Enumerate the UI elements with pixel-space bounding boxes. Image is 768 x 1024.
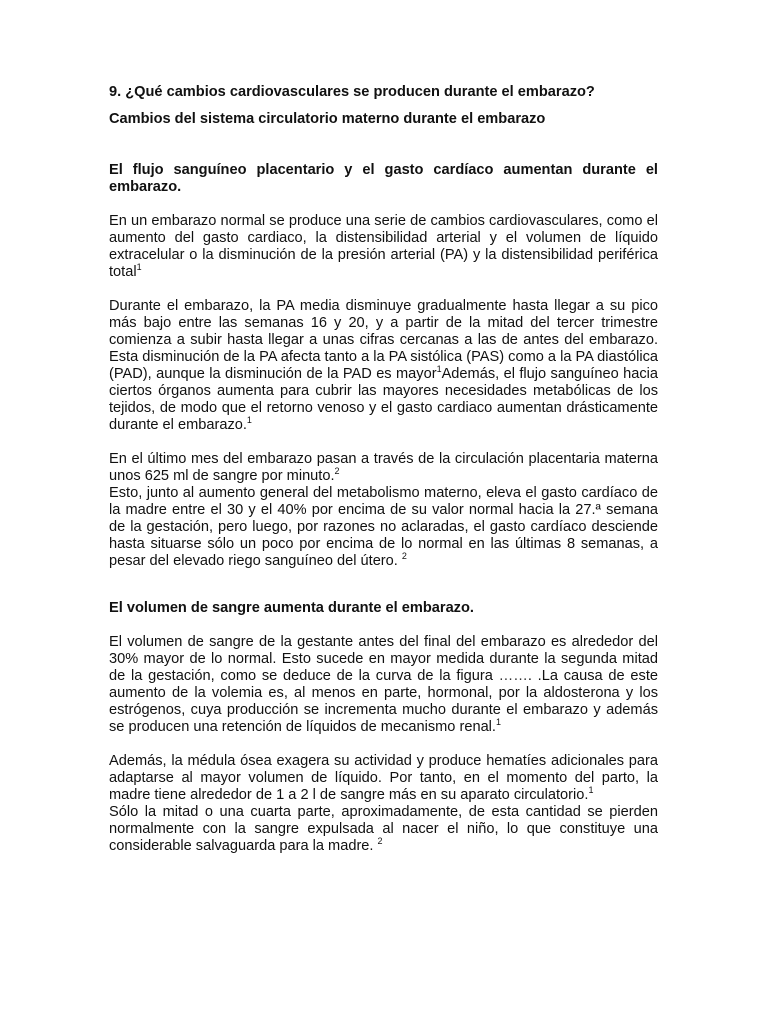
section-subtitle: Cambios del sistema circulatorio materno durante el embarazo [109, 111, 546, 127]
paragraph-circulacion-placentaria [109, 451, 658, 485]
reference-mark: 2 [377, 836, 383, 846]
paragraph-perdida-sangre [109, 804, 658, 855]
paragraph-text: Esto, junto al aumento general del metabolismo materno, eleva el gasto cardíaco de la madre entre el 30 y el 40% por encima de su valor normal hacia la 27.ª semana de la gestación, pero luego, por razones no aclaradas, el gasto cardíaco desciende hasta situarse sólo un poco por encima de lo normal en las últimas 8 semanas, a pesar del elevado riego sanguíneo del útero. [109, 485, 658, 569]
figure-placeholder: …… [498, 668, 528, 684]
reference-mark: 1 [495, 717, 501, 727]
reference-mark: 1 [436, 364, 442, 374]
paragraph-text: En el último mes del embarazo pasan a través de la circulación placentaria materna unos 625 ml de sangre por minuto. [109, 451, 658, 484]
document-body [109, 84, 658, 855]
reference-mark: 1 [246, 415, 252, 425]
paragraph-gasto-cardiaco [109, 485, 658, 570]
paragraph-text: Además, la médula ósea exagera su actividad y produce hematíes adicionales para adaptarse al mayor volumen de líquido. Por tanto, en el momento del parto, la madre tiene alrededor de 1 a 2 l de sangre más en su aparato circulatorio. [109, 753, 658, 803]
paragraph-text: En un embarazo normal se produce una serie de cambios cardiovasculares, como el aumento del gasto cardiaco, la distensibilidad arterial y el volumen de líquido extracelular o la disminución de la presión arterial (PA) y la distensibilidad periférica total [109, 213, 658, 280]
paragraph-text: Durante el embarazo, la PA media disminuye gradualmente hasta llegar a su pico más bajo entre las semanas 16 y 20, y a partir de la mitad del tercer trimestre comienza a subir hasta llegar a unas cifras cercanas a las de antes del embarazo. Esta disminución de la PA afecta tanto a la PA sistólica (PAS) como a la PA diastólica (PAD), aunque la disminución de la PAD es mayor [109, 298, 658, 382]
paragraph-text: El volumen de sangre de la gestante antes del final del embarazo es alrededor del 30% mayor de lo normal. Esto sucede en mayor medida durante la segunda mitad de la gestación, como se deduce de la curva de la figura [109, 634, 658, 684]
heading-volumen-sangre: El volumen de sangre aumenta durante el embarazo. [109, 600, 474, 616]
reference-mark: 2 [334, 466, 340, 476]
paragraph-text: Además, el flujo sanguíneo hacia ciertos órganos aumenta para cubrir las mayores necesidades metabólicas de los tejidos, de modo que el retorno venoso y el gasto cardiaco aumentan drásticamente durante el embarazo. [109, 366, 658, 433]
paragraph-text: Sólo la mitad o una cuarta parte, aproximadamente, de esta cantidad se pierden normalmente con la sangre expulsada al nacer el niño, lo que constituye una considerable salvaguarda para la madre. [109, 804, 658, 854]
paragraph-medula-osea [109, 753, 658, 804]
reference-mark: 2 [401, 551, 407, 561]
reference-mark: 1 [136, 262, 142, 272]
paragraph-text: . .La causa de este aumento de la volemia es, al menos en parte, hormonal, por la aldosterona y los estrógenos, cuya producción se incrementa mucho durante el embarazo y además se producen una retención de líquidos de mecanismo renal. [109, 668, 658, 735]
reference-mark: 1 [588, 785, 594, 795]
paragraph-volumen-gestante [109, 634, 658, 736]
paragraph-presion-arterial [109, 298, 658, 434]
heading-flujo-placentario: El flujo sanguíneo placentario y el gasto cardíaco aumentan durante el embarazo. [109, 162, 658, 195]
question-heading: 9. ¿Qué cambios cardiovasculares se producen durante el embarazo? [109, 84, 595, 100]
paragraph-cambios-cardiovasculares [109, 213, 658, 281]
